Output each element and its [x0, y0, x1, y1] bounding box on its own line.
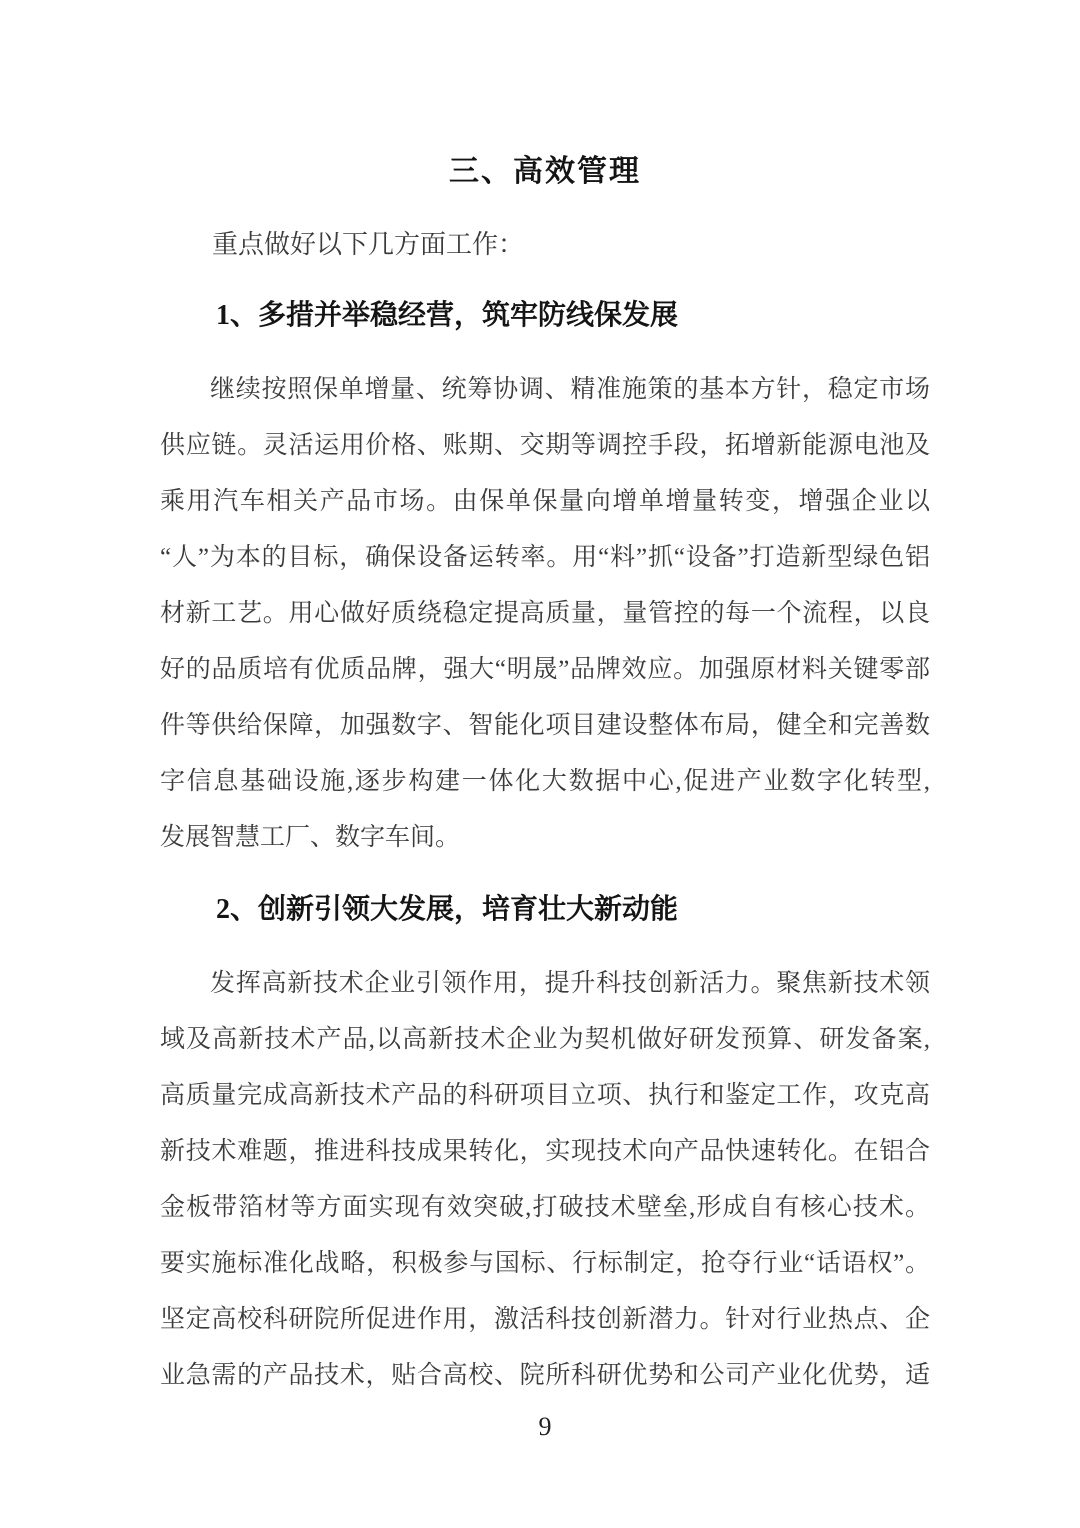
paragraph-line: 材新工艺。用心做好质绕稳定提高质量，量管控的每一个流程，以良	[160, 600, 930, 627]
page-number: 9	[538, 1412, 552, 1441]
section-1-heading: 1、多措并举稳经营，筑牢防线保发展	[216, 300, 679, 331]
paragraph-line: 新技术难题，推进科技成果转化，实现技术向产品快速转化。在铝合	[160, 1138, 930, 1165]
paragraph-line: 高质量完成高新技术产品的科研项目立项、执行和鉴定工作，攻克高	[160, 1082, 930, 1109]
paragraph-line: 域及高新技术产品,以高新技术企业为契机做好研发预算、研发备案,	[160, 1026, 930, 1053]
section-1-paragraph	[160, 362, 930, 866]
section-2-heading: 2、创新引领大发展，培育壮大新动能	[216, 894, 679, 925]
paragraph-line: 好的品质培有优质品牌，强大“明晟”品牌效应。加强原材料关键零部	[160, 656, 930, 683]
intro-line: 重点做好以下几方面工作：	[212, 230, 525, 259]
paragraph-line: 要实施标准化战略，积极参与国标、行标制定，抢夺行业“话语权”。	[160, 1250, 930, 1277]
paragraph-line: 坚定高校科研院所促进作用，激活科技创新潜力。针对行业热点、企	[160, 1306, 930, 1333]
paragraph-line: 发展智慧工厂、数字车间。	[160, 824, 461, 851]
paragraph-line: 字信息基础设施,逐步构建一体化大数据中心,促进产业数字化转型,	[160, 768, 930, 795]
paragraph-line: 业急需的产品技术，贴合高校、院所科研优势和公司产业化优势，适	[160, 1362, 930, 1389]
page-title: 三、高效管理	[449, 155, 641, 188]
paragraph-line: 件等供给保障，加强数字、智能化项目建设整体布局，健全和完善数	[160, 712, 930, 739]
text-column	[160, 0, 930, 1441]
paragraph-line: 供应链。灵活运用价格、账期、交期等调控手段，拓增新能源电池及	[160, 432, 930, 459]
paragraph-line: 乘用汽车相关产品市场。由保单保量向增单增量转变，增强企业以	[160, 488, 930, 515]
section-2-paragraph	[160, 956, 930, 1404]
paragraph-line: 发挥高新技术企业引领作用，提升科技创新活力。聚焦新技术领	[210, 970, 930, 997]
paragraph-line: 金板带箔材等方面实现有效突破,打破技术壁垒,形成自有核心技术。	[160, 1194, 930, 1221]
paragraph-line: 继续按照保单增量、统筹协调、精准施策的基本方针，稳定市场	[210, 376, 930, 403]
paragraph-line: “人”为本的目标，确保设备运转率。用“料”抓“设备”打造新型绿色铝	[160, 544, 930, 571]
